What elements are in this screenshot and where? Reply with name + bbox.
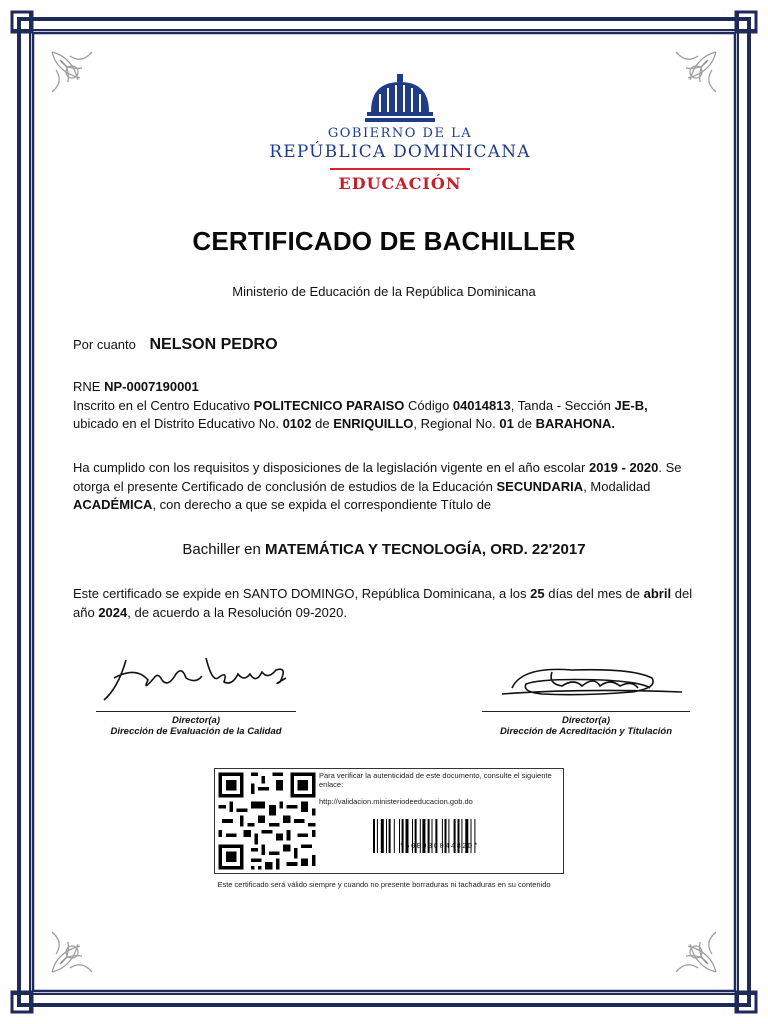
degree-label: Bachiller en <box>182 541 261 558</box>
signer-dept-2: Dirección de Acreditación y Titulación <box>499 726 673 737</box>
degree-title: MATEMÁTICA Y TECNOLOGÍA, ORD. 22'2017 <box>264 541 586 558</box>
signer-role-2: Director(a) <box>561 715 611 726</box>
issue-day: 25 <box>530 586 545 601</box>
issuance-text-b: días del mes de <box>548 586 641 601</box>
seccion-value: JE-B, <box>614 397 648 413</box>
signature-line-2 <box>482 711 690 712</box>
regional-label: , Regional No. <box>413 416 496 431</box>
logo-line-3: EDUCACIÓN <box>338 174 462 193</box>
logo-line-1: GOBIERNO DE LA <box>327 126 473 141</box>
signature-block-2 <box>482 648 690 737</box>
education-level: SECUNDARIA <box>496 478 584 494</box>
tanda-label: , Tanda - Sección <box>510 397 611 413</box>
codigo-value: 04014813 <box>452 397 511 413</box>
government-logo <box>250 72 550 202</box>
regional-number: 01 <box>499 416 514 431</box>
degree-line <box>0 541 768 558</box>
issuance-paragraph <box>73 585 695 622</box>
requirements-text-a: Ha cumplido con los requisitos y disposiciones de la legislación vigente en el año escolar <box>73 460 586 475</box>
validity-note: Este certificado será válido siempre y cuando no presente borraduras ni tachaduras en su contenido <box>217 880 551 889</box>
verification-box <box>214 768 564 874</box>
requirements-paragraph <box>73 459 695 515</box>
barcode-number: *60E03C04482D* <box>399 843 480 851</box>
verification-url[interactable]: http://validacion.ministeriodeeducacion.gob.do <box>319 797 473 806</box>
certificate-title: CERTIFICADO DE BACHILLER <box>192 226 576 256</box>
dome-icon <box>365 72 435 124</box>
rne-label: RNE <box>73 379 101 394</box>
logo-line-2: REPÚBLICA DOMINICANA <box>269 142 531 162</box>
inscrito-text: Inscrito en el Centro Educativo <box>73 397 251 413</box>
handwritten-signature-1 <box>96 648 296 708</box>
modality: ACADÉMICA <box>73 497 153 512</box>
enrollment-paragraph <box>73 378 695 434</box>
certificate-subtitle: Ministerio de Educación de la República Dominicana <box>232 284 536 299</box>
issue-year: 2024 <box>98 604 128 620</box>
rne-value: NP-0007190001 <box>104 379 199 394</box>
distrito-name: ENRIQUILLO <box>333 416 414 431</box>
ubicado-text: ubicado en el Distrito Educativo No. <box>73 416 279 431</box>
school-name: POLITECNICO PARAISO <box>253 397 405 413</box>
school-year: 2019 - 2020 <box>588 460 659 475</box>
de-text-2: de <box>517 416 532 431</box>
handwritten-signature-2 <box>482 648 690 708</box>
por-cuanto-label: Por cuanto <box>73 337 136 352</box>
requirements-text-d: , con derecho a que se expida el correspondiente Título de <box>152 497 492 512</box>
issuance-text-a: Este certificado se expide en SANTO DOMINGO, República Dominicana, a los <box>73 586 527 601</box>
issue-month: abril <box>643 586 672 601</box>
signature-block-1 <box>96 648 296 737</box>
distrito-number: 0102 <box>282 416 312 431</box>
de-text-1: de <box>315 416 330 431</box>
issuance-text-d: , de acuerdo a la Resolución 09-2020. <box>127 604 347 620</box>
signature-line-1 <box>96 711 296 712</box>
por-cuanto-line <box>73 336 695 355</box>
codigo-label: Código <box>408 397 450 413</box>
requirements-text-c: , Modalidad <box>583 478 651 494</box>
qr-code-icon <box>215 769 319 873</box>
verification-text: Para verificar la autenticidad de este documento, consulte el siguiente enlace: <box>319 771 552 789</box>
signer-dept-1: Dirección de Evaluación de la Calidad <box>110 726 282 737</box>
regional-name: BARAHONA. <box>535 416 616 431</box>
requirements-text-b: . Se otorga el presente Certificado de conclusión de estudios de la Educación <box>73 460 682 494</box>
issuance-text-c: del año <box>73 586 693 620</box>
logo-divider <box>330 168 470 170</box>
student-name: NELSON PEDRO <box>149 336 278 353</box>
signer-role-1: Director(a) <box>171 715 221 726</box>
